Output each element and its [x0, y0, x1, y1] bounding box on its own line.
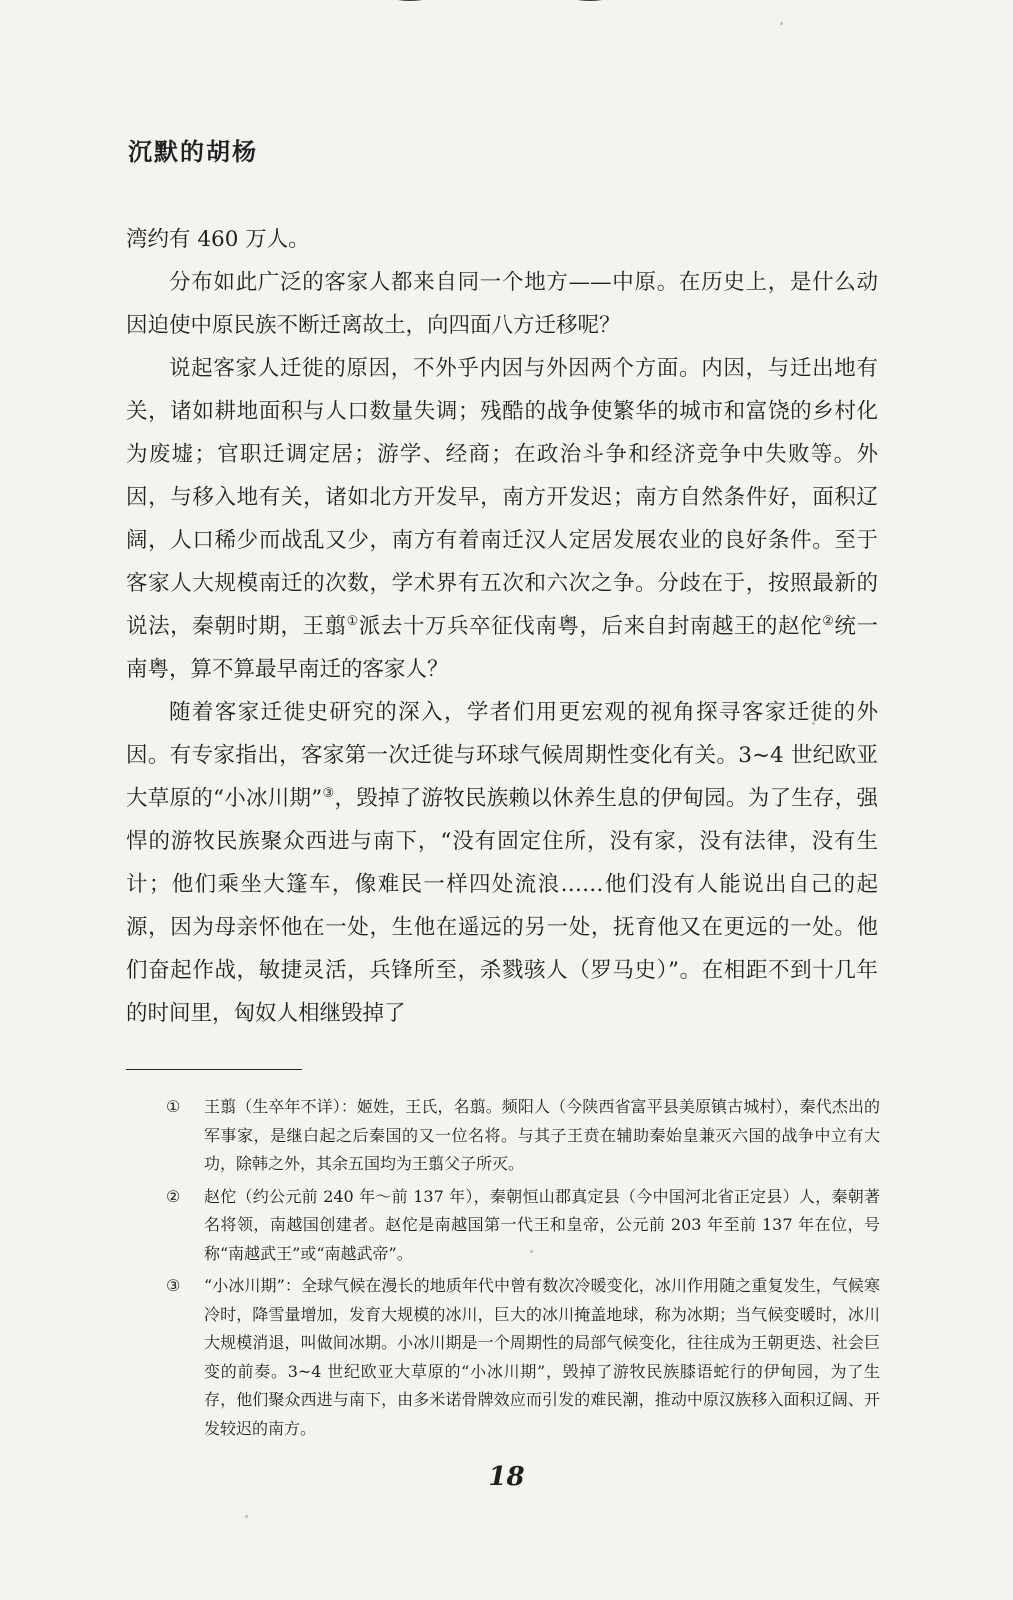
footnote-number: ①: [166, 1097, 181, 1116]
paragraph: 分布如此广泛的客家人都来自同一个地方——中原。在历史上，是什么动因迫使中原民族不断迁离故土，向四面八方迁移呢？: [126, 270, 878, 338]
footnote-text: “小冰川期”：全球气候在漫长的地质年代中曾有数次冷暖变化，冰川作用随之重复发生，气候寒冷时，降雪量增加，发育大规模的冰川，巨大的冰川掩盖地球，称为冰期；当气候变暖时，冰川大规模消退，叫做间冰期。小冰川期是一个周期性的局部气候变化，往往成为王朝更迭、社会巨变的前奏。3~4 世纪欧亚大草原的“小冰川期”，毁掉了游牧民族膝语蛇行的伊甸园，为了生存，他们聚众西进与南下，由多米诺骨牌效应而引发的难民潮，推动中原汉族移入面积辽阔、开发较迟的南方。: [204, 1276, 880, 1438]
footnote-number: ③: [166, 1276, 181, 1295]
paragraph-segment: 统一南粤，算不算最早南迁的客家人？: [126, 614, 878, 682]
top-edge-ornament: [370, 0, 630, 8]
main-text: [126, 218, 878, 1035]
page-number: 18: [488, 1462, 525, 1492]
paragraph-segment: 随着客家迁徙史研究的深入，学者们用更宏观的视角探寻客家迁徙的外因。有专家指出，客家第一次迁徙与环球气候周期性变化有关。3~4 世纪欧亚大草原的“小冰川期”: [126, 700, 878, 811]
paragraph: [126, 347, 878, 691]
paragraph-segment: 说起客家人迁徙的原因，不外乎内因与外因两个方面。内因，与迁出地有关，诸如耕地面积与人口数量失调；残酷的战争使繁华的城市和富饶的乡村化为废墟；官职迁调定居；游学、经商；在政治斗争和经济竞争中失败等。外因，与移入地有关，诸如北方开发早，南方开发迟；南方自然条件好，面积辽阔，人口稀少而战乱又少，南方有着南迁汉人定居发展农业的良好条件。至于客家人大规模南迁的次数，学术界有五次和六次之争。分歧在于，按照最新的说法，秦朝时期，王翦: [126, 356, 878, 639]
paragraph: [126, 691, 878, 1035]
footnote-ref[interactable]: ①: [346, 613, 359, 629]
scan-speck: [245, 1515, 248, 1518]
paragraph: 湾约有 460 万人。: [126, 227, 310, 252]
footnote: [166, 1183, 880, 1269]
footnote-ref[interactable]: ②: [822, 613, 835, 629]
scan-speck: [780, 22, 783, 25]
footnote: [166, 1093, 880, 1179]
footnote-ref[interactable]: ③: [322, 785, 335, 801]
footnote-text: 王翦（生卒年不详）：姬姓，王氏，名翦。频阳人（今陕西省富平县美原镇古城村），秦代杰出的军事家，是继白起之后秦国的又一位名将。与其子王贲在辅助秦始皇兼灭六国的战争中立有大功，除韩之外，其余五国均为王翦父子所灭。: [204, 1097, 880, 1173]
footnote: [166, 1272, 880, 1443]
footnote-text: 赵佗（约公元前 240 年～前 137 年），秦朝恒山郡真定县（今中国河北省正定县）人，秦朝著名将领，南越国创建者。赵佗是南越国第一代王和皇帝，公元前 203 年至前 137 年在位，号称“南越武王”或“南越武帝”。: [204, 1186, 880, 1263]
footnotes: [166, 1093, 880, 1447]
running-title: 沉默的胡杨: [128, 137, 258, 166]
paragraph-segment: 派去十万兵卒征伐南粤，后来自封南越王的赵佗: [358, 614, 823, 639]
footnote-number: ②: [166, 1186, 181, 1206]
paragraph-segment: ，毁掉了游牧民族赖以休养生息的伊甸园。为了生存，强悍的游牧民族聚众西进与南下，“没有固定住所，没有家，没有法律，没有生计；他们乘坐大篷车，像难民一样四处流浪……他们没有人能说出自己的起源，因为母亲怀他在一处，生他在遥远的另一处，抚育他又在更远的一处。他们奋起作战，敏捷灵活，兵锋所至，杀戮骇人（罗马史）”。在相距不到十几年的时间里，匈奴人相继毁掉了: [126, 786, 879, 1026]
footnote-divider: [126, 1069, 302, 1070]
